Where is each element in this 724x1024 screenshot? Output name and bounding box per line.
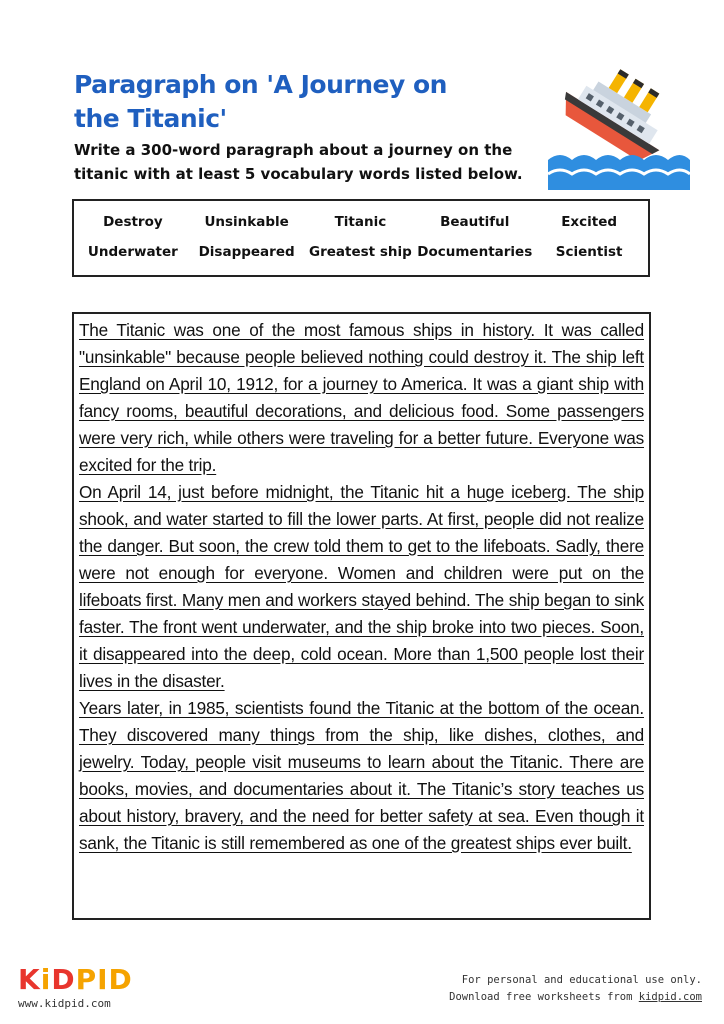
essay-paragraph: On April 14, just before midnight, the Titanic hit a huge iceberg. The ship shook, and water started to fill the lower parts. At first, people did not realize the danger. But soon, the crew told them to get to the lifeboats. Sadly, there were not enough for everyone. Women and children were put on the lifeboats first. Many men and workers stayed behind. The ship began to sink faster. The front went underwater, and the ship broke into two pieces. Soon, it disappeared into the deep, cold ocean. More than 1,500 people lost their lives in the disaster. <box>79 482 644 691</box>
essay-paragraph: The Titanic was one of the most famous ships in history. It was called "unsinkable" because people believed nothing could destroy it. The ship left England on April 10, 1912, for a journey to America. It was a giant ship with fancy rooms, beautiful decorations, and delicious food. Some passengers were very rich, while others were traveling for a better future. Everyone was excited for the trip. <box>79 320 644 475</box>
logo-url: www.kidpid.com <box>18 997 111 1010</box>
vocab-word: Beautiful <box>440 214 510 230</box>
vocabulary-list <box>72 199 650 277</box>
usage-note-line: For personal and educational use only. <box>461 974 702 986</box>
kidpid-logo <box>18 965 133 1010</box>
vocab-word: Excited <box>561 214 618 230</box>
vocab-word: Disappeared <box>198 244 295 260</box>
download-note-line: Download free worksheets from kidpid.com <box>449 991 702 1003</box>
essay-text-box <box>72 312 651 920</box>
instruction-text: Write a 300-word paragraph about a journey on the titanic with at least 5 vocabulary words listed below. <box>74 141 523 183</box>
vocab-word: Titanic <box>334 214 387 230</box>
usage-note <box>449 972 702 1006</box>
vocab-word: Greatest ship <box>309 244 412 260</box>
vocab-word: Unsinkable <box>204 214 289 230</box>
essay-paragraph: Years later, in 1985, scientists found the Titanic at the bottom of the ocean. They discovered many things from the ship, like dishes, clothes, and jewelry. Today, people visit museums to learn about the Titanic. There are books, movies, and documentaries about it. The Titanic’s story teaches us about history, bravery, and the need for better safety at sea. Even though it sank, the Titanic is still remembered as one of the greatest ships ever built. <box>79 698 644 853</box>
page-title: Paragraph on 'A Journey on the Titanic' <box>74 70 447 133</box>
vocab-word: Destroy <box>103 214 163 230</box>
vocab-word: Documentaries <box>417 244 533 260</box>
logo-wordmark: KiDPID <box>18 963 133 996</box>
sinking-ship-icon <box>548 62 690 190</box>
kidpid-link[interactable]: kidpid.com <box>638 991 702 1003</box>
vocab-word: Underwater <box>87 244 178 260</box>
vocab-word: Scientist <box>555 244 623 260</box>
